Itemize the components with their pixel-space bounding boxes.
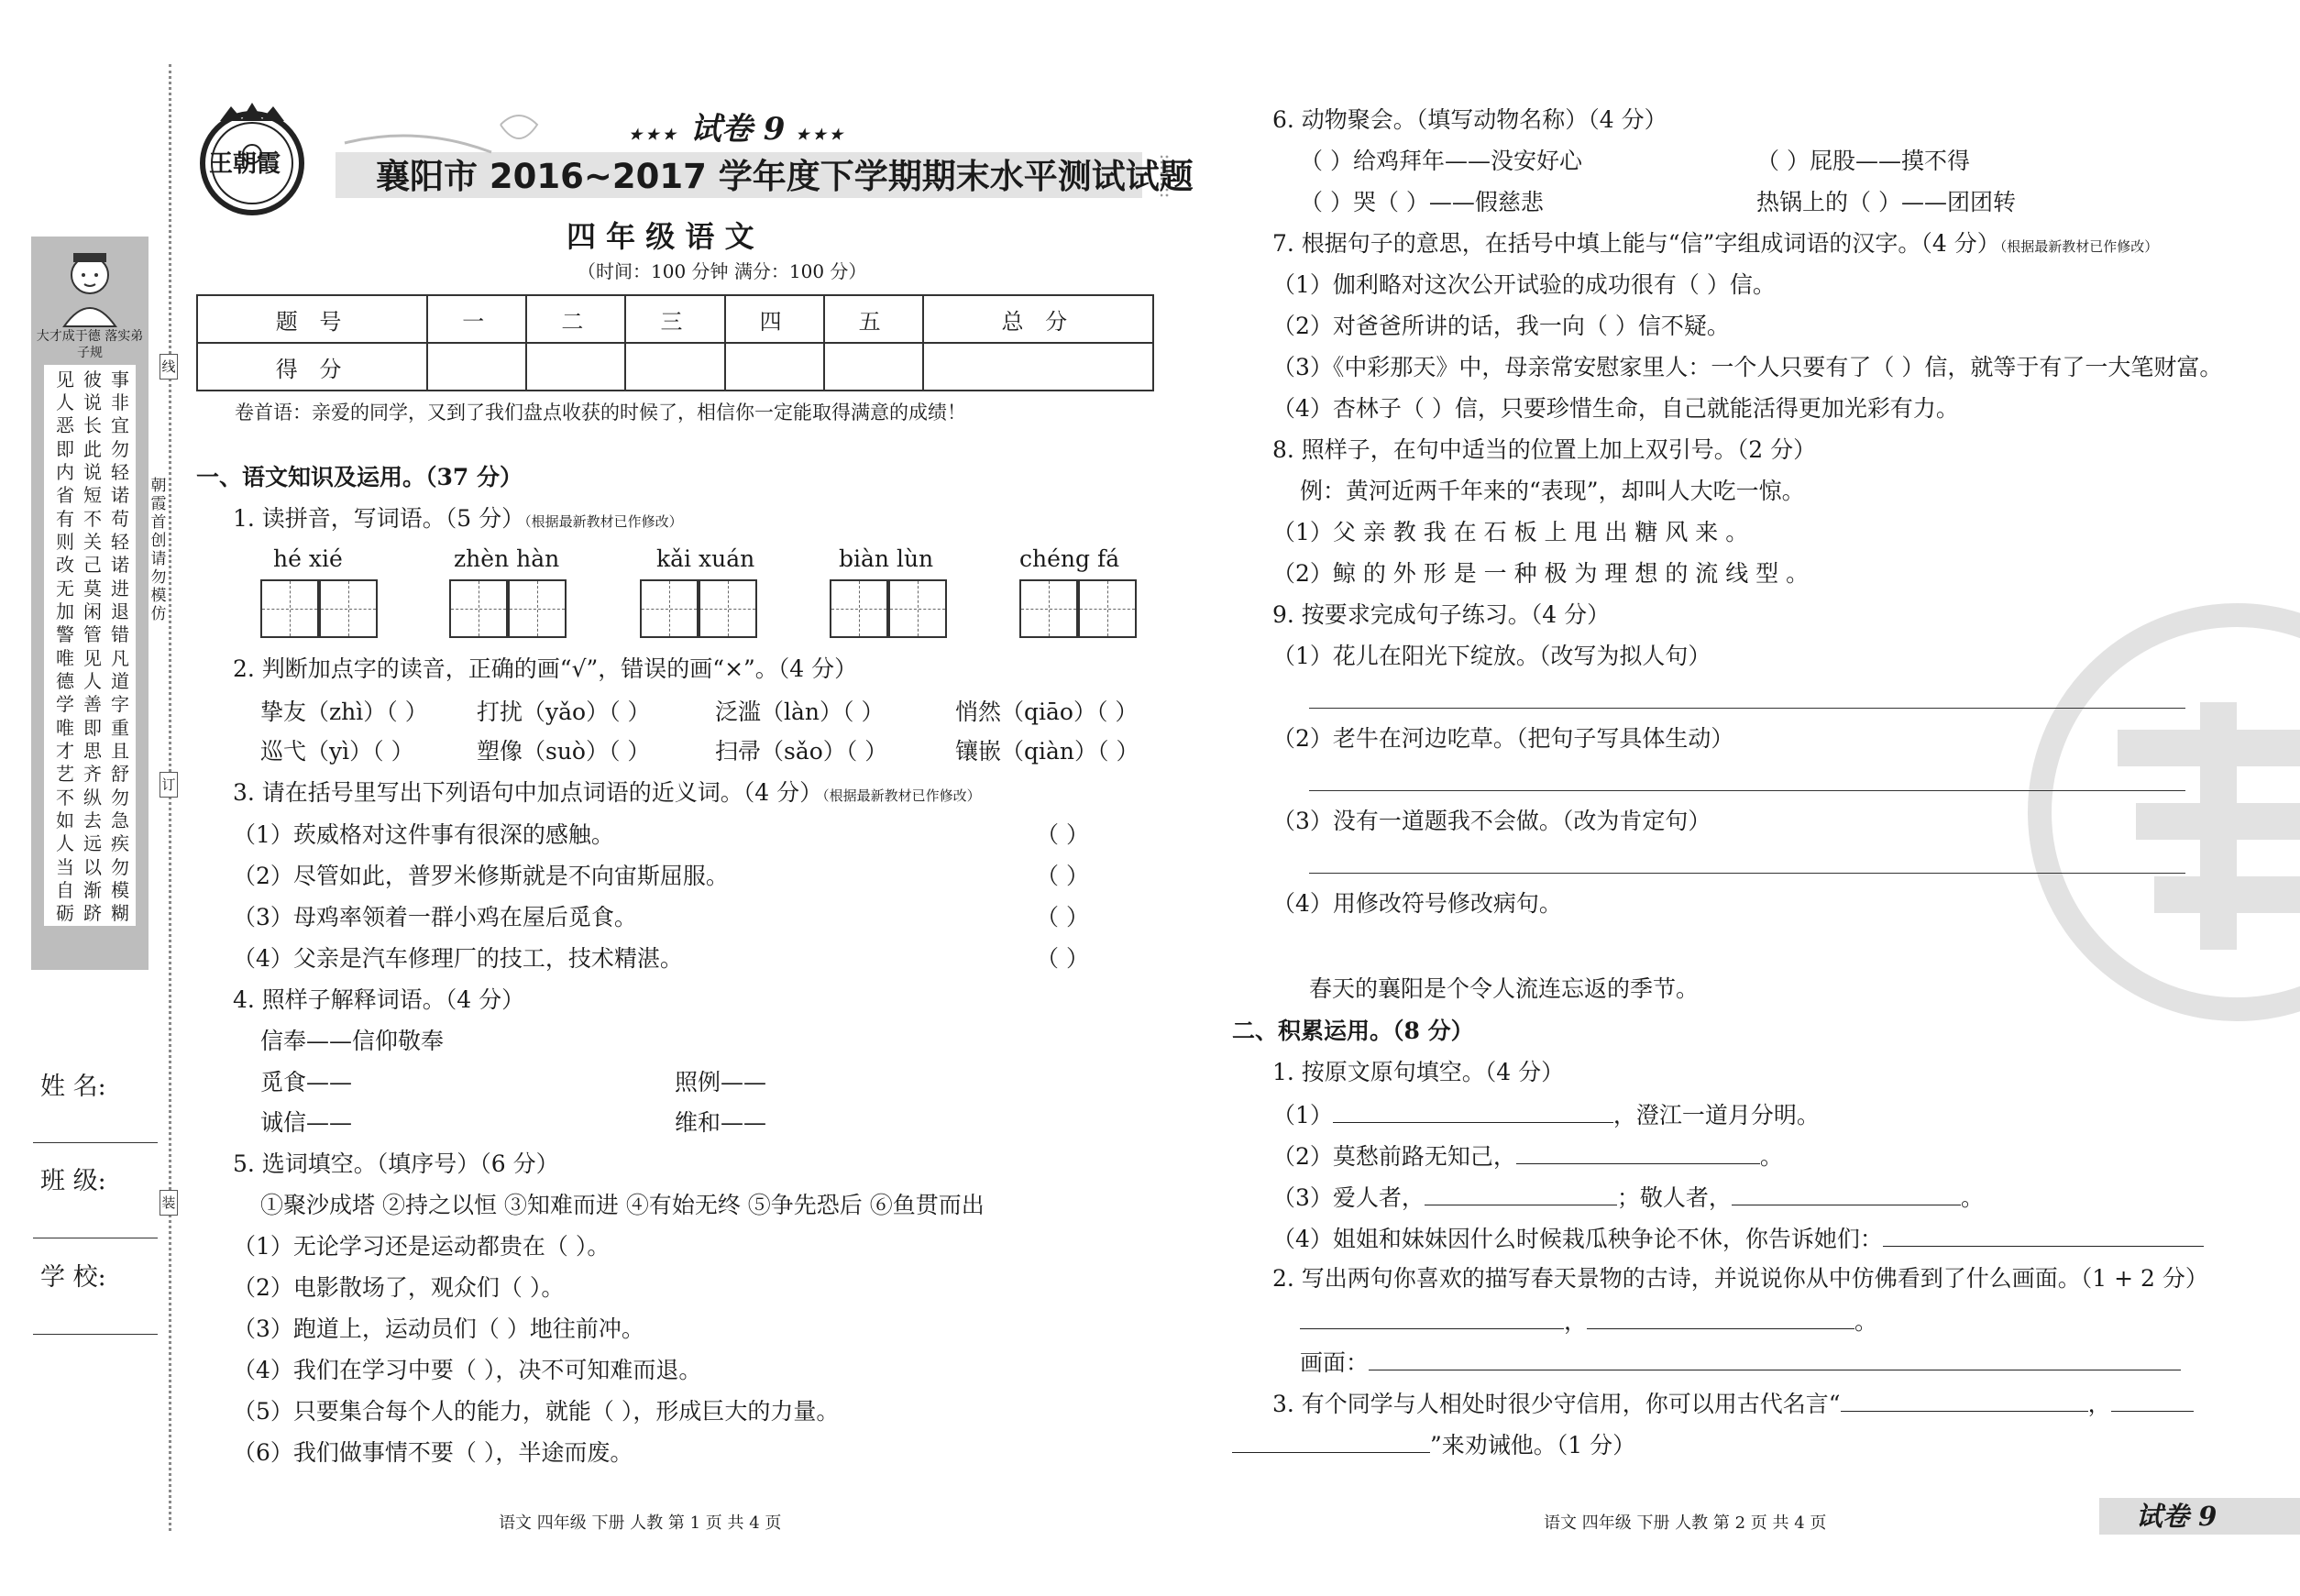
fill-blank[interactable]: [1333, 1102, 1613, 1123]
question-1: 1. 读拼音，写词语。（5 分）（根据最新教材已作修改）: [233, 505, 683, 532]
sidebar-couplet: 大才成于德 落实弟子规: [36, 329, 144, 360]
score-header-cell: 题 号: [197, 295, 427, 343]
motto-column: 见人善: [83, 647, 102, 715]
score-header-cell: 二: [526, 295, 625, 343]
name-input-line[interactable]: [33, 1142, 158, 1143]
writing-box[interactable]: [888, 579, 947, 638]
q3-item: （2）尽管如此，普罗米修斯就是不向宙斯屈服。: [233, 863, 729, 889]
motto-column: 不关己: [83, 508, 102, 576]
writing-box[interactable]: [1078, 579, 1137, 638]
question-4: 4. 照样子解释词语。（4 分）: [233, 986, 525, 1013]
q2-item: 镶嵌（qiàn）（ ）: [955, 738, 1139, 765]
section-1-heading: 一、语文知识及运用。（37 分）: [196, 464, 523, 490]
q9-item: （4）用修改符号修改病句。: [1272, 890, 1562, 917]
class-label: 班 级:: [40, 1167, 106, 1195]
section-2-heading: 二、积累运用。（8 分）: [1232, 1018, 1474, 1044]
score-cell[interactable]: [923, 343, 1153, 391]
page-footer-left: 语文 四年级 下册 人教 第 1 页 共 4 页: [499, 1513, 782, 1533]
exam-subject: 四 年 级 语 文: [567, 219, 754, 254]
pinyin-4: biàn lùn: [839, 545, 934, 572]
motto-column: 勿急疾: [111, 787, 129, 854]
q8-item: （2）鲸 的 外 形 是 一 种 极 为 理 想 的 流 线 型 。: [1272, 560, 1810, 587]
q3-item: （3）母鸡率领着一群小鸡在屋后觅食。: [233, 904, 637, 930]
score-header-cell: 四: [725, 295, 824, 343]
q9-sentence: 春天的襄阳是个令人流连忘返的季节。: [1309, 975, 1700, 1002]
q2-item: 塑像（suò）（ ）: [477, 738, 651, 765]
writing-box[interactable]: [830, 579, 888, 638]
motto-column: 勿轻诺: [111, 438, 129, 506]
question-2: 2. 判断加点字的读音，正确的画“√”，错误的画“×”。（4 分）: [233, 655, 858, 682]
fill-blank[interactable]: [1425, 1184, 1617, 1205]
answer-line[interactable]: [1309, 790, 2185, 791]
s2-question-1: 1. 按原文原句填空。（4 分）: [1272, 1059, 1565, 1085]
logo-text: 王朝霞: [209, 150, 281, 178]
s2-question-2: 2. 写出两句你喜欢的描写春天景物的古诗，并说说你从中仿佛看到了什么画面。（1 + 2 分）: [1272, 1265, 2208, 1292]
q9-item: （3）没有一道题我不会做。（改为肯定句）: [1272, 808, 1711, 834]
motto-column: 即思齐: [83, 717, 102, 785]
q2-item: 泛滥（làn）（ ）: [715, 699, 885, 725]
score-header-cell: 一: [427, 295, 526, 343]
motto-column: 进退错: [111, 578, 129, 645]
motto-column: 唯才艺: [56, 717, 74, 785]
answer-line[interactable]: [1309, 873, 2185, 874]
seal-word-2: 订: [160, 772, 178, 798]
q8-example: 例：黄河近两千年来的“表现”，却叫人大吃一惊。: [1300, 478, 1805, 504]
s2-q1-item-2: （2）莫愁前路无知己， 。: [1272, 1143, 1783, 1170]
fill-blank[interactable]: [1883, 1226, 2204, 1247]
score-table-header-row: [197, 295, 1153, 343]
motto-column: 即内省: [56, 438, 74, 506]
motto-column: 当自砺: [56, 856, 74, 924]
fill-blank[interactable]: [2111, 1391, 2194, 1412]
writing-box[interactable]: [1019, 579, 1078, 638]
score-table: [196, 294, 1154, 391]
q9-item: （1）花儿在阳光下绽放。（改写为拟人句）: [1272, 643, 1711, 669]
motto-column: 无加警: [56, 578, 74, 645]
q4-item: 觅食——: [260, 1069, 353, 1095]
q2-item: 挚友（zhì）（ ）: [260, 699, 428, 725]
q6-item: （ ）屁股——摸不得: [1756, 148, 1970, 174]
motto-column: 苟轻诺: [111, 508, 129, 576]
copyright-notice: 朝霞首创 请勿模仿: [150, 477, 167, 623]
fill-blank[interactable]: [1369, 1349, 2181, 1370]
q5-item: （1）无论学习还是运动都贵在（ ）。: [233, 1233, 611, 1260]
s2-q2-poem-line: ， 。: [1300, 1308, 1877, 1333]
score-row-label: 得 分: [197, 343, 427, 391]
q2-item: 悄然（qiāo）（ ）: [955, 699, 1139, 725]
q5-item: （6）我们做事情不要（ ），半途而废。: [233, 1439, 633, 1466]
writing-box[interactable]: [449, 579, 508, 638]
watermark-seal: [2026, 601, 2300, 1023]
question-3: 3. 请在括号里写出下列语句中加点词语的近义词。（4 分）（根据最新教材已作修改）: [233, 779, 981, 806]
question-6: 6. 动物聚会。（填写动物名称）（4 分）: [1272, 106, 1667, 133]
question-9: 9. 按要求完成句子练习。（4 分）: [1272, 601, 1611, 628]
score-header-cell: 三: [625, 295, 724, 343]
motto-column: 见人恶: [56, 369, 74, 436]
score-header-cell: 总 分: [923, 295, 1153, 343]
motto-column: 有则改: [56, 508, 74, 576]
q2-item: 打扰（yǎo）（ ）: [477, 699, 651, 725]
question-8: 8. 照样子，在句中适当的位置上加上双引号。（2 分）: [1272, 436, 1817, 463]
fill-blank[interactable]: [1516, 1143, 1760, 1164]
fill-blank[interactable]: [1232, 1432, 1430, 1453]
q5-item: （2）电影散场了，观众们（ ）。: [233, 1274, 565, 1301]
score-cell[interactable]: [625, 343, 724, 391]
motto-column: 以渐跻: [83, 856, 102, 924]
q2-item: 扫帚（sǎo）（ ）: [715, 738, 888, 765]
q4-item: 诚信——: [260, 1109, 353, 1136]
writing-box[interactable]: [699, 579, 757, 638]
answer-blank[interactable]: （ ）: [1036, 863, 1089, 889]
fill-blank[interactable]: [1732, 1184, 1961, 1205]
answer-blank[interactable]: （ ）: [1036, 821, 1089, 848]
school-input-line[interactable]: [33, 1334, 158, 1335]
q2-item: 巡弋（yì）（ ）: [260, 738, 414, 765]
q6-item: （ ）哭（ ）——假慈悲: [1300, 189, 1544, 215]
score-cell[interactable]: [824, 343, 923, 391]
writing-box[interactable]: [508, 579, 567, 638]
perforation-line: [169, 64, 171, 1531]
q8-item: （1）父 亲 教 我 在 石 板 上 甩 出 糖 风 来 。: [1272, 519, 1749, 545]
motto-column: 彼说长: [83, 369, 102, 436]
score-table-row: [197, 343, 1153, 391]
q5-item: （3）跑道上，运动员们（ ）地往前冲。: [233, 1315, 644, 1342]
q3-item: （1）莰威格对这件事有很深的感触。: [233, 821, 614, 848]
answer-line[interactable]: [1309, 708, 2185, 709]
q5-item: （5）只要集合每个人的能力，就能（ ），形成巨大的力量。: [233, 1398, 840, 1425]
q4-item: 照例——: [675, 1069, 767, 1095]
exam-title: 襄阳市 2016~2017 学年度下学期期末水平测试试题: [376, 157, 1194, 196]
score-cell[interactable]: [427, 343, 526, 391]
star-icons: ★★★: [629, 126, 680, 143]
star-icons: ★★★: [796, 126, 847, 143]
fill-blank[interactable]: [1587, 1308, 1854, 1329]
q5-item: （4）我们在学习中要（ ），决不可知难而退。: [233, 1357, 702, 1383]
score-header-cell: 五: [824, 295, 923, 343]
motto-column: 重且舒: [111, 717, 129, 785]
answer-blank[interactable]: （ ）: [1036, 904, 1089, 930]
pinyin-1: hé xié: [273, 545, 343, 572]
q6-item: 热锅上的（ ）——团团转: [1756, 189, 2016, 215]
motto-column: 莫闲管: [83, 578, 102, 645]
motto-column: 纵去远: [83, 787, 102, 854]
fill-blank[interactable]: [1300, 1308, 1564, 1329]
q5-options: ①聚沙成塔 ②持之以恒 ③知难而进 ④有始无终 ⑤争先恐后 ⑥鱼贯而出: [260, 1192, 985, 1218]
motto-column: 此说短: [83, 438, 102, 506]
s2-question-3-end: ”来劝诫他。（1 分）: [1232, 1432, 1635, 1457]
pinyin-2: zhèn hàn: [454, 545, 560, 572]
fill-blank[interactable]: [1841, 1391, 2088, 1412]
question-5: 5. 选词填空。（填序号）（6 分）: [233, 1150, 559, 1177]
q4-example: 信奉——信仰敬奉: [260, 1028, 445, 1054]
pinyin-3: kǎi xuán: [656, 545, 755, 572]
corner-badge: 试卷 9: [2136, 1501, 2217, 1532]
writing-box[interactable]: [260, 579, 319, 638]
writing-box[interactable]: [640, 579, 699, 638]
s2-q1-item-4: （4）姐姐和妹妹因什么时候栽瓜秧争论不休，你告诉她们：: [1272, 1226, 2204, 1250]
preface: 卷首语：亲爱的同学，又到了我们盘点收获的时候了，相信你一定能取得满意的成绩！: [235, 402, 966, 424]
scholar-icon: [51, 244, 128, 328]
exam-badge: ★★★ 试卷 9 ★★★: [629, 111, 847, 148]
answer-blank[interactable]: （ ）: [1036, 945, 1089, 972]
motto-column: 凡道字: [111, 647, 129, 715]
q7-item: （3）《中彩那天》中，母亲常安慰家里人：一个人只要有了（ ）信，就等于有了一大笔财富。: [1272, 354, 2223, 380]
motto-column: 不如人: [56, 787, 74, 854]
pinyin-5: chéng fá: [1019, 545, 1120, 572]
s2-q1-item-3: （3）爱人者， ；敬人者， 。: [1272, 1184, 1984, 1211]
writing-box[interactable]: [319, 579, 378, 638]
school-label: 学 校:: [40, 1263, 106, 1292]
q3-item: （4）父亲是汽车修理厂的技工，技术精湛。: [233, 945, 683, 972]
q7-item: （1）伽利略对这次公开试验的成功很有（ ）信。: [1272, 271, 1776, 298]
s2-question-3: 3. 有个同学与人相处时很少守信用，你可以用古代名言“ ，: [1272, 1391, 2194, 1415]
q4-item: 维和——: [675, 1109, 767, 1136]
motto-column: 事非宜: [111, 369, 129, 436]
motto-column: 唯德学: [56, 647, 74, 715]
seal-word-1: 线: [160, 354, 178, 380]
q6-item: （ ）给鸡拜年——没安好心: [1300, 148, 1582, 174]
score-cell[interactable]: [526, 343, 625, 391]
q7-item: （2）对爸爸所讲的话，我一向（ ）信不疑。: [1272, 313, 1730, 339]
s2-q2-picture: 画面：: [1300, 1349, 2181, 1374]
question-7: 7. 根据句子的意思，在括号中填上能与“信”字组成词语的汉字。（4 分）（根据最新教材已作修改）: [1272, 230, 2159, 257]
q7-item: （4）杏林子（ ）信，只要珍惜生命，自己就能活得更加光彩有力。: [1272, 395, 1959, 422]
exam-meta: （时间：100 分钟 满分：100 分）: [578, 260, 867, 282]
page-footer-right: 语文 四年级 下册 人教 第 2 页 共 4 页: [1544, 1513, 1827, 1533]
name-label: 姓 名:: [40, 1073, 106, 1101]
s2-q1-item-1: （1） ，澄江一道月分明。: [1272, 1102, 1820, 1128]
score-cell[interactable]: [725, 343, 824, 391]
seal-word-3: 装: [160, 1190, 178, 1216]
motto-column: 勿模糊: [111, 856, 129, 924]
q9-item: （2）老牛在河边吃草。（把句子写具体生动）: [1272, 725, 1734, 752]
